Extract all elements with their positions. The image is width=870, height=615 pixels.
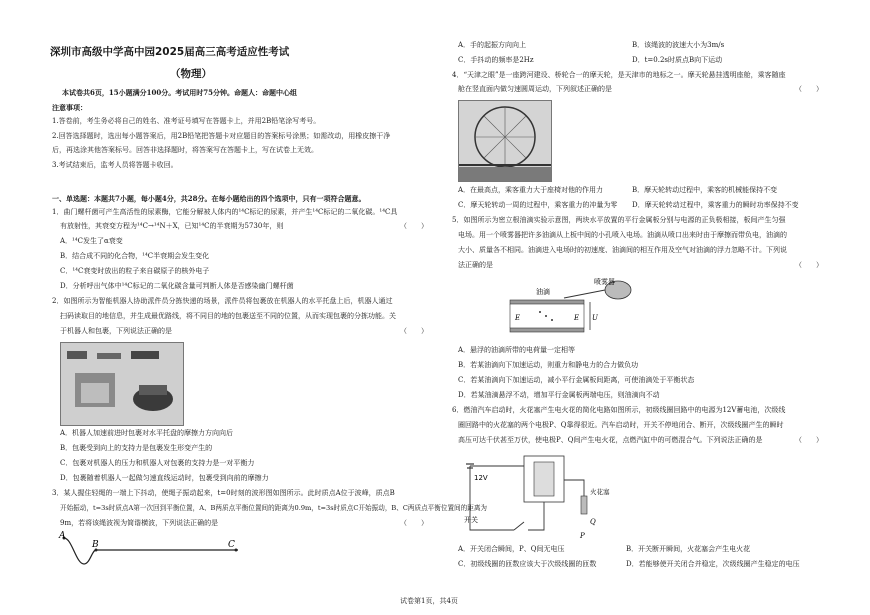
battery-label: 12V <box>474 474 488 482</box>
q5-line: 5．如图所示为密立根油滴实验示意图，两块水平放置的平行金属板分别与电源的正负极相接，板间产生匀强 <box>452 216 786 224</box>
page-footer: 试卷第1页，共4页 <box>400 597 458 605</box>
q2-option-a: A．机器人加速前进时包裹对水平托盘的摩擦力方向向后 <box>60 429 234 437</box>
q3-option-c: C．手抖动的频率是2Hz <box>458 56 534 64</box>
spark-plug-label: 火花塞 <box>590 488 610 496</box>
note-item: 后，再选涂其他答案标号。回答非选择题时，将答案写在答题卡上，写在试卷上无效。 <box>52 146 318 154</box>
note-item: 1.答卷前，考生务必将自己的姓名、准考证号填写在答题卡上，并用2B铅笔涂写考号。 <box>52 117 321 125</box>
exam-title: 深圳市高级中学高中园2025届高三高考适应性考试 <box>50 46 290 58</box>
q5-line: 电场。用一个喷雾器把许多油滴从上板中间的小孔喷入电场。油滴从喷口出来时由于摩擦而带负电，油滴的 <box>458 231 787 239</box>
q3-line: 开始振动，t=3s时质点A第一次回到平衡位置，A、B两质点平衡位置间的距离为0.9m，t=3s时质点C开始振动，B、C两质点平衡位置间的距离为 <box>60 504 488 512</box>
q2-option-c: C．包裹对机器人的压力和机器人对包裹的支持力是一对平衡力 <box>60 459 255 467</box>
q5-option-b: B．若某油滴向下加速运动，则重力和静电力的合力做负功 <box>458 361 639 369</box>
ignition-circuit-figure <box>462 450 612 540</box>
wave-figure <box>58 530 248 570</box>
electrode-p-label: P <box>580 532 585 540</box>
q1-blank: （ ） <box>400 222 428 230</box>
q4-option-d: D．摩天轮转动过程中，乘客重力的瞬时功率保持不变 <box>632 201 799 209</box>
q4-blank: （ ） <box>795 85 823 93</box>
q6-blank: （ ） <box>795 436 823 444</box>
q2-option-b: B．包裹受到向上的支持力是包裹发生形变产生的 <box>60 444 213 452</box>
q5-blank: （ ） <box>795 261 823 269</box>
q6-line: 6．燃油汽车启动时，火花塞产生电火花的简化电路如图所示，初级线圈回路中的电源为12V蓄电池，次级线 <box>452 406 786 414</box>
q3-line: 3．某人握住轻绳的一端上下抖动，使绳子振动起来，t=0时刻的波形图如图所示。此时质点A位于波峰，质点B <box>52 489 395 497</box>
robot-photo-art <box>61 343 183 425</box>
q2-blank: （ ） <box>400 327 428 335</box>
q5-line: 大小、质量各不相同。油滴进入电场时的初速度、油滴间的相互作用及空气对油滴的浮力忽略不计。下列说 <box>458 246 787 254</box>
q6-option-a: A．开关闭合瞬间，P、Q间无电压 <box>458 545 565 553</box>
droplet-label: 油滴 <box>536 288 550 296</box>
q4-option-a: A．在最高点，乘客重力大于座椅对他的作用力 <box>458 186 604 194</box>
wave-label-b: B <box>92 540 99 550</box>
q3-option-b: B．该绳波的波速大小为3m/s <box>632 41 725 49</box>
q5-option-d: D．若某油滴悬浮不动，增加平行金属板两端电压，则油滴向不动 <box>458 391 660 399</box>
q1-option-c: C．¹⁴C衰变时放出的粒子来自碳原子的核外电子 <box>60 267 210 275</box>
q1-line: 1．曲门螺杆菌可产生高活性的尿素酶，它能分解被人体内的¹⁴C标记的尿素，并产生¹⁴C标记的二氧化碳。¹⁴C具 <box>52 208 398 216</box>
q2-option-d: D．包裹随着机器人一起做匀速直线运动时，包裹受到向前的摩擦力 <box>60 474 269 482</box>
sprayer-label: 喷雾器 <box>594 278 615 286</box>
millikan-figure <box>506 274 646 340</box>
q4-option-b: B．摩天轮转动过程中，乘客的机械能保持不变 <box>632 186 778 194</box>
q5-option-c: C．若某油滴向下加速运动，减小平行金属板间距离，可使油滴处于平衡状态 <box>458 376 695 384</box>
q1-line: 有放射性，其衰变方程为¹⁴C→¹⁴N＋X，已知¹⁴C的半衰期为5730年，则 <box>60 222 284 230</box>
notes-heading: 注意事项： <box>52 103 87 112</box>
switch-label: 开关 <box>464 516 478 524</box>
q6-option-b: B．开关断开瞬间，火花塞会产生电火花 <box>626 545 751 553</box>
voltage-label: U <box>592 314 598 322</box>
q3-blank: （ ） <box>400 519 428 527</box>
q6-option-d: D．若能够使开关闭合并稳定，次级线圈产生稳定的电压 <box>626 560 800 568</box>
note-item: 3.考试结束后，监考人员将答题卡收回。 <box>52 161 178 169</box>
q6-option-c: C．初级线圈的匝数应该大于次级线圈的匝数 <box>458 560 597 568</box>
q4-option-c: C．摩天轮转动一周的过程中，乘客重力的冲量为零 <box>458 201 618 209</box>
q2-line: 于机器人和包裹，下列说法正确的是 <box>60 327 172 335</box>
q5-line: 法正确的是 <box>458 261 493 269</box>
robot-photo <box>60 342 184 426</box>
q3-option-a: A．手的起振方向向上 <box>458 41 527 49</box>
q3-line: 9m，若将该绳波视为简谐横波，下列说法正确的是 <box>60 519 219 527</box>
q6-line: 圈回路中的火花塞的两个电极P、Q靠得很近。汽车启动时，开关不停地闭合、断开，次级线圈产生的瞬时 <box>458 421 784 429</box>
exam-info: 本试卷共6页，15小题满分100分。考试用时75分钟。命题人：命题中心组 <box>62 88 297 97</box>
q1-option-a: A．¹⁴C发生了α衰变 <box>60 237 123 245</box>
q1-option-d: D．分析呼出气体中¹⁴C标记的二氧化碳含量可判断人体是否感染幽门螺杆菌 <box>60 282 294 290</box>
q6-line: 高压可达千伏甚至万伏，使电极P、Q间产生电火花，点燃汽缸中的可燃混合气。下列说法正确的是 <box>458 436 763 444</box>
q4-line: 4．“天津之眼”是一座跨河建设、桥轮合一的摩天轮，是天津市的地标之一。摩天轮悬挂透明座舱，乘客随座 <box>452 71 786 79</box>
q4-line: 舱在竖直面内做匀速圆周运动，下列叙述正确的是 <box>458 85 612 93</box>
q5-option-a: A．悬浮的油滴所带的电荷量一定相等 <box>458 346 576 354</box>
ferris-wheel-art <box>459 101 551 181</box>
q3-option-d: D．t=0.2s时质点B向下运动 <box>632 56 723 64</box>
electrode-q-label: Q <box>590 518 596 526</box>
note-item: 2.回答选择题时，选出每小题答案后，用2B铅笔把答题卡对应题目的答案标号涂黑；如需改动，用橡皮擦干净 <box>52 132 391 140</box>
section-heading: 一、单选题：本题共7小题，每小题4分，共28分。在每小题给出的四个选项中，只有一项符合题意。 <box>52 194 366 203</box>
field-label-right: E <box>574 314 580 322</box>
wave-label-c: C <box>228 540 235 550</box>
q1-option-b: B．结合成不同的化合物，¹⁴C半衰期会发生变化 <box>60 252 210 260</box>
exam-subject: （物理） <box>170 68 212 80</box>
q2-line: 2．如图所示为智能机器人协助派件员分拣快递的场景，派件员将包裹放在机器人的水平托盘上后，机器人通过 <box>52 297 393 305</box>
wave-label-a: A <box>59 531 66 541</box>
field-label-left: E <box>515 314 521 322</box>
q2-line: 扫码读取目的地信息，并生成最优路线，将不同目的地的包裹送至不同的位置，从而实现包裹的分拣功能。关 <box>60 312 396 320</box>
ferris-wheel-photo <box>458 100 552 182</box>
